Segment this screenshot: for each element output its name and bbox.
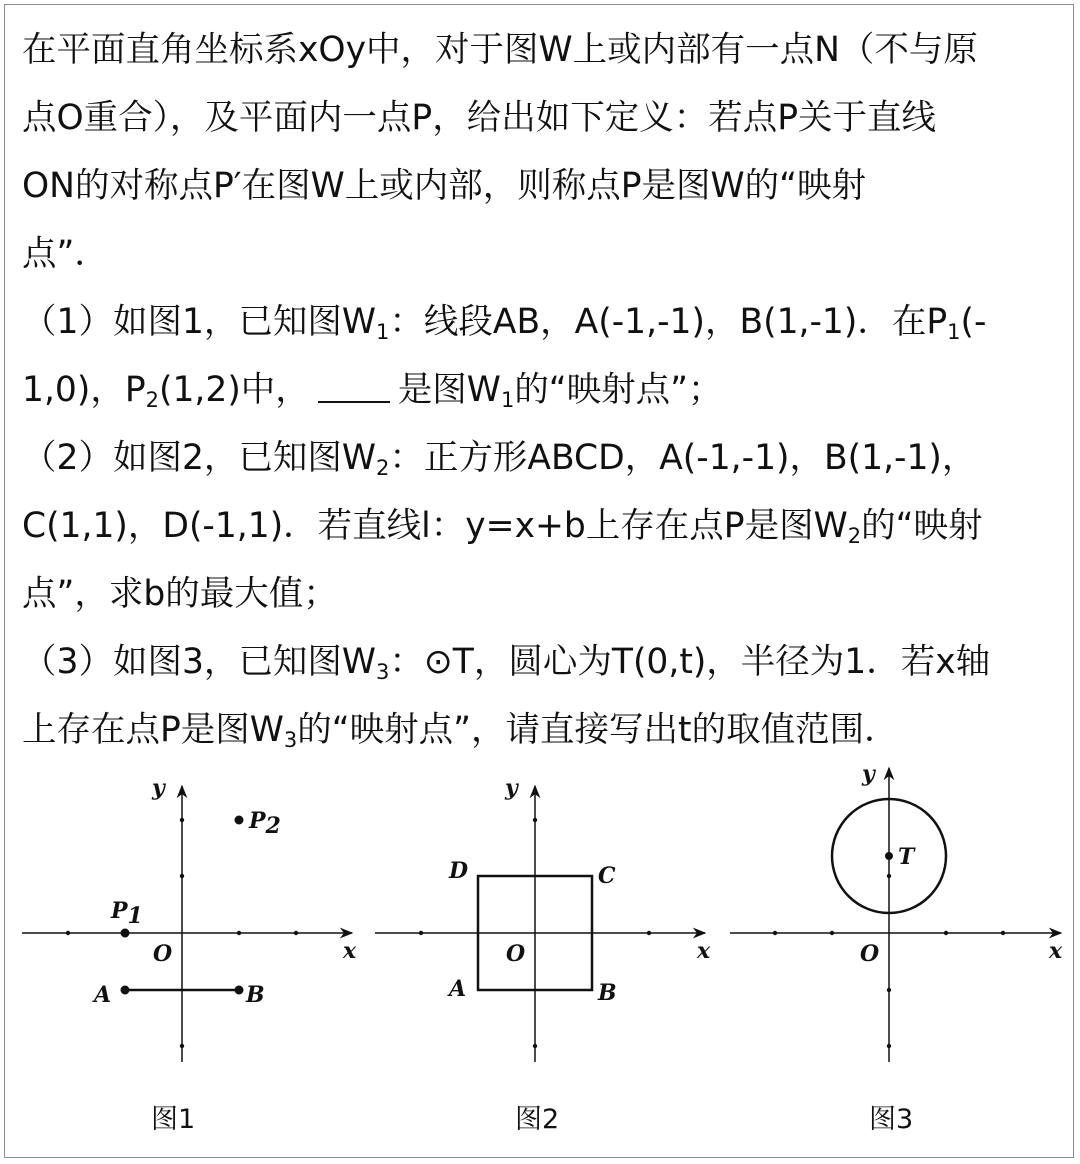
tick — [533, 1044, 537, 1048]
q3-text: 的“映射点”，请直接写出t的取值范围． — [297, 710, 899, 750]
fig2-caption: 图2 — [515, 1104, 560, 1135]
tick — [830, 931, 834, 935]
fig2-x-label: x — [697, 938, 711, 964]
q1-text: (1,2)中， — [159, 370, 310, 410]
fig1-p2-label: P2 — [249, 808, 281, 839]
q2-subscript: 2 — [376, 456, 390, 480]
question-2-line-3: 点”，求b的最大值； — [22, 574, 338, 614]
fig1-p1-label: P1 — [111, 898, 143, 929]
point-b — [235, 986, 244, 995]
point-a — [121, 986, 130, 995]
fig2-c-label: C — [598, 863, 616, 889]
tick — [887, 1044, 891, 1048]
q1-subscript: 2 — [145, 388, 160, 412]
tick — [773, 931, 777, 935]
tick — [180, 1044, 184, 1048]
fig3-caption: 图3 — [869, 1104, 914, 1135]
tick — [294, 931, 298, 935]
fig2-origin-label: O — [506, 941, 526, 967]
figure-3 — [730, 768, 1061, 1062]
figure-2 — [375, 786, 705, 1062]
tick — [237, 931, 241, 935]
q1-subscript: 1 — [500, 388, 515, 412]
q3-subscript: 3 — [376, 660, 390, 684]
q1-text: 1,0)，P — [22, 370, 146, 410]
q1-text: (- — [960, 302, 987, 342]
tick — [180, 818, 184, 822]
fig1-b-label: B — [246, 982, 265, 1008]
q2-text: （2）如图2，已知图W — [22, 438, 377, 478]
q3-text: ：⊙T，圆心为T(0,t)，半径为1．若x轴 — [389, 642, 991, 682]
fig1-origin-label: O — [153, 941, 173, 967]
fig2-d-label: D — [449, 858, 469, 884]
fig3-t-label: T — [898, 844, 915, 870]
q3-text: 上存在点P是图W — [22, 710, 284, 750]
fig1-y-label: y — [152, 775, 165, 801]
tick — [66, 931, 70, 935]
q2-subscript: 2 — [847, 524, 862, 548]
q3-text: （3）如图3，已知图W — [22, 642, 377, 682]
tick — [419, 931, 423, 935]
q1-subscript: 1 — [947, 320, 961, 344]
fig2-b-label: B — [598, 980, 617, 1006]
figure-1 — [22, 786, 352, 1062]
intro-line-1: 在平面直角坐标系xOy中，对于图W上或内部有一点N（不与原 — [22, 30, 978, 70]
tick — [1001, 931, 1005, 935]
q1-text: 的“映射点”； — [514, 370, 723, 410]
tick — [533, 818, 537, 822]
intro-line-4: 点”． — [22, 234, 109, 274]
q1-subscript: 1 — [376, 320, 390, 344]
q2-text: ：正方形ABCD，A(-1,-1)，B(1,-1)， — [389, 438, 977, 478]
intro-line-2: 点O重合），及平面内一点P，给出如下定义：若点P关于直线 — [22, 98, 937, 138]
q2-text: 的“映射 — [861, 506, 983, 546]
point-t — [885, 852, 893, 860]
fig3-origin-label: O — [860, 941, 880, 967]
q2-text: C(1,1)，D(-1,1)．若直线l：y=x+b上存在点P是图W — [22, 506, 848, 546]
tick — [180, 874, 184, 878]
intro-line-3: ON的对称点P′在图W上或内部，则称点P是图W的“映射 — [22, 166, 867, 206]
fig3-x-label: x — [1049, 938, 1063, 964]
fig1-x-label: x — [343, 938, 357, 964]
q1-text: 是图W — [397, 370, 501, 410]
fig1-a-label: A — [94, 982, 112, 1008]
tick — [887, 988, 891, 992]
fig2-y-label: y — [505, 775, 518, 801]
tick — [647, 931, 651, 935]
fig3-y-label: y — [862, 761, 875, 787]
q1-text: （1）如图1，已知图W — [22, 302, 377, 342]
point-p1 — [121, 929, 130, 938]
q1-text: ：线段AB，A(-1,-1)，B(1,-1)．在P — [389, 302, 948, 342]
point-p2 — [235, 816, 244, 825]
fig1-caption: 图1 — [151, 1104, 196, 1135]
tick — [944, 931, 948, 935]
q3-subscript: 3 — [283, 728, 298, 752]
tick — [887, 874, 891, 878]
fig2-a-label: A — [449, 976, 467, 1002]
